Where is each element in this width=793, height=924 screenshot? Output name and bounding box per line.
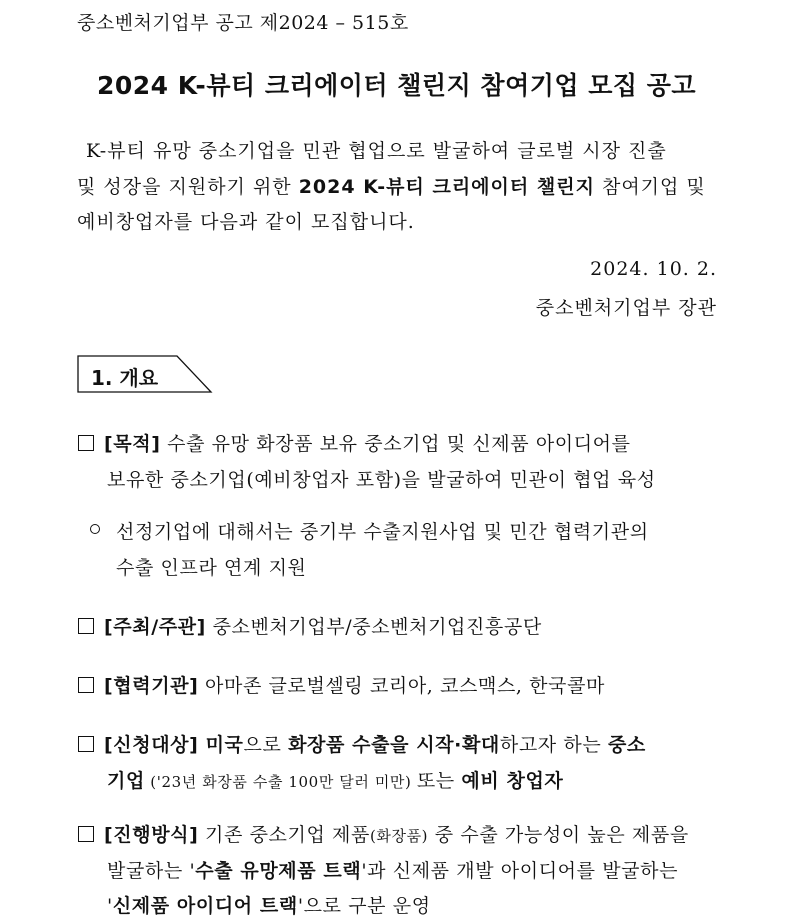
- purpose-sub-line-2: 수출 인프라 연계 지원: [116, 557, 307, 579]
- intro-line-1: K-뷰티 유망 중소기업을 민관 협업으로 발굴하여 글로벌 시장 진출: [86, 140, 667, 162]
- purpose-line-2: 보유한 중소기업(예비창업자 포함)을 발굴하여 민관이 협업 육성: [107, 469, 656, 491]
- eligibility-company: 기업: [107, 770, 145, 792]
- bullet-circle-icon: [90, 524, 100, 534]
- document-number: 중소벤처기업부 공고 제2024 – 515호: [77, 12, 409, 34]
- idea-track: 신제품 아이디어 트랙: [112, 895, 298, 917]
- method-text-2a: 발굴하는 ': [107, 860, 196, 882]
- host-line: [104, 612, 542, 639]
- checkbox-purpose: [78, 435, 94, 451]
- partners-line: [104, 671, 605, 698]
- checkbox-method: [78, 826, 94, 842]
- export-track: 수출 유망제품 트랙: [195, 860, 362, 882]
- document-title: 2024 K-뷰티 크리에이터 챌린지 참여기업 모집 공고: [96, 71, 697, 100]
- checkbox-host: [78, 618, 94, 634]
- purpose-line-1: [104, 429, 631, 456]
- eligibility-or: 또는: [416, 770, 462, 792]
- checkbox-eligibility: [78, 736, 94, 752]
- method-text-1b: 중 수출 가능성이 높은 제품을: [428, 824, 689, 846]
- eligibility-label: [신청대상]: [104, 734, 199, 756]
- eligibility-country: 미국: [198, 734, 244, 756]
- checkbox-partners: [78, 677, 94, 693]
- purpose-label: [목적]: [104, 433, 161, 455]
- purpose-sub-line-1: 선정기업에 대해서는 중기부 수출지원사업 및 민간 협력기관의: [116, 521, 649, 543]
- eligibility-export: 화장품 수출을 시작·확대: [288, 734, 500, 756]
- eligibility-seg-2: 으로: [243, 734, 289, 756]
- section-title: 1. 개요: [91, 366, 159, 390]
- method-line-3: [107, 891, 431, 918]
- partners-text: 아마존 글로벌셀링 코리아, 코스맥스, 한국콜마: [198, 675, 605, 697]
- method-text-2b: '과 신제품 개발 아이디어를 발굴하는: [361, 860, 679, 882]
- host-text: 중소벤처기업부/중소벤처기업진흥공단: [205, 616, 542, 638]
- intro-line-2-post: 참여기업 및: [594, 176, 706, 198]
- eligibility-line-2: [107, 766, 563, 793]
- eligibility-seg-4: 하고자 하는: [499, 734, 608, 756]
- method-text-1a: 기존 중소기업 제품: [198, 824, 370, 846]
- eligibility-prestartup: 예비 창업자: [461, 770, 564, 792]
- issuer: 중소벤처기업부 장관: [535, 297, 717, 319]
- method-text-3b: '으로 구분 운영: [297, 895, 431, 917]
- intro-line-2-pre: 및 성장을 지원하기 위한: [77, 176, 299, 198]
- method-line-2: [107, 856, 678, 883]
- program-name: 2024 K-뷰티 크리에이터 챌린지: [298, 176, 595, 198]
- method-label: [진행방식]: [104, 824, 199, 846]
- method-text-3a: ': [107, 895, 113, 917]
- purpose-text-1: 수출 유망 화장품 보유 중소기업 및 신제품 아이디어를: [160, 433, 631, 455]
- partners-label: [협력기관]: [104, 675, 199, 697]
- intro-line-3: 예비창업자를 다음과 같이 모집합니다.: [77, 211, 415, 233]
- eligibility-criteria: ('23년 화장품 수출 100만 달러 미만): [144, 773, 417, 791]
- announcement-date: 2024. 10. 2.: [590, 258, 717, 280]
- method-text-1-small: (화장품): [369, 827, 429, 845]
- host-label: [주최/주관]: [104, 616, 206, 638]
- method-line-1: [104, 820, 689, 847]
- intro-line-2: [77, 172, 706, 199]
- eligibility-sme: 중소: [607, 734, 646, 756]
- eligibility-line-1: [104, 730, 646, 757]
